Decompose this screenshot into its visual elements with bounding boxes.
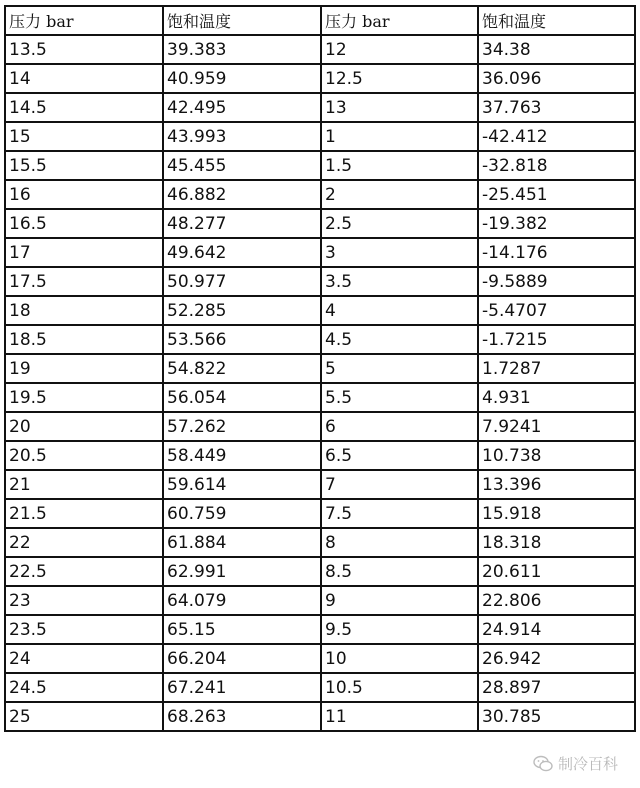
cell-saturation-temp-1: 64.079	[163, 586, 321, 615]
table-row	[5, 180, 635, 209]
watermark-text: 制冷百科	[557, 755, 618, 773]
table-row	[5, 499, 635, 528]
header-saturation-temp-1: 饱和温度	[163, 6, 321, 35]
cell-pressure-1: 18	[5, 296, 163, 325]
table-row	[5, 412, 635, 441]
cell-saturation-temp-2: -19.382	[478, 209, 635, 238]
table-row	[5, 441, 635, 470]
cell-saturation-temp-2: -25.451	[478, 180, 635, 209]
cell-saturation-temp-1: 49.642	[163, 238, 321, 267]
cell-saturation-temp-1: 50.977	[163, 267, 321, 296]
cell-pressure-2: 2	[321, 180, 478, 209]
cell-saturation-temp-1: 46.882	[163, 180, 321, 209]
cell-saturation-temp-1: 40.959	[163, 64, 321, 93]
table-row	[5, 238, 635, 267]
cell-saturation-temp-1: 59.614	[163, 470, 321, 499]
cell-saturation-temp-1: 39.383	[163, 35, 321, 64]
cell-pressure-1: 17	[5, 238, 163, 267]
cell-saturation-temp-2: 13.396	[478, 470, 635, 499]
cell-saturation-temp-1: 53.566	[163, 325, 321, 354]
cell-saturation-temp-2: 26.942	[478, 644, 635, 673]
table-row	[5, 673, 635, 702]
cell-pressure-2: 12	[321, 35, 478, 64]
cell-pressure-2: 9.5	[321, 615, 478, 644]
cell-saturation-temp-2: 4.931	[478, 383, 635, 412]
cell-pressure-1: 23	[5, 586, 163, 615]
table-row	[5, 557, 635, 586]
cell-saturation-temp-2: -42.412	[478, 122, 635, 151]
cell-pressure-2: 8	[321, 528, 478, 557]
cell-saturation-temp-2: 36.096	[478, 64, 635, 93]
cell-saturation-temp-1: 58.449	[163, 441, 321, 470]
cell-pressure-1: 24.5	[5, 673, 163, 702]
cell-pressure-1: 16	[5, 180, 163, 209]
cell-saturation-temp-2: 18.318	[478, 528, 635, 557]
cell-saturation-temp-1: 56.054	[163, 383, 321, 412]
cell-pressure-2: 11	[321, 702, 478, 731]
cell-saturation-temp-1: 48.277	[163, 209, 321, 238]
cell-pressure-2: 6	[321, 412, 478, 441]
cell-pressure-2: 3.5	[321, 267, 478, 296]
table-row	[5, 615, 635, 644]
cell-pressure-2: 10.5	[321, 673, 478, 702]
cell-saturation-temp-1: 61.884	[163, 528, 321, 557]
table-row	[5, 122, 635, 151]
cell-saturation-temp-2: -14.176	[478, 238, 635, 267]
cell-pressure-1: 19	[5, 354, 163, 383]
cell-saturation-temp-2: 28.897	[478, 673, 635, 702]
cell-saturation-temp-2: 22.806	[478, 586, 635, 615]
cell-pressure-1: 15	[5, 122, 163, 151]
cell-pressure-2: 8.5	[321, 557, 478, 586]
cell-saturation-temp-1: 66.204	[163, 644, 321, 673]
cell-pressure-2: 7	[321, 470, 478, 499]
cell-saturation-temp-2: 30.785	[478, 702, 635, 731]
table-row	[5, 296, 635, 325]
cell-pressure-2: 6.5	[321, 441, 478, 470]
cell-pressure-1: 22.5	[5, 557, 163, 586]
cell-saturation-temp-1: 52.285	[163, 296, 321, 325]
cell-saturation-temp-2: -5.4707	[478, 296, 635, 325]
table-row	[5, 470, 635, 499]
cell-pressure-2: 7.5	[321, 499, 478, 528]
cell-pressure-1: 21	[5, 470, 163, 499]
cell-saturation-temp-1: 45.455	[163, 151, 321, 180]
cell-pressure-1: 21.5	[5, 499, 163, 528]
cell-pressure-1: 25	[5, 702, 163, 731]
wechat-icon	[533, 755, 553, 773]
table-row	[5, 151, 635, 180]
cell-pressure-1: 20	[5, 412, 163, 441]
cell-pressure-2: 2.5	[321, 209, 478, 238]
cell-pressure-1: 16.5	[5, 209, 163, 238]
cell-saturation-temp-2: 1.7287	[478, 354, 635, 383]
cell-pressure-1: 23.5	[5, 615, 163, 644]
cell-saturation-temp-1: 42.495	[163, 93, 321, 122]
cell-pressure-2: 4	[321, 296, 478, 325]
pressure-temperature-table	[4, 5, 636, 732]
cell-pressure-1: 20.5	[5, 441, 163, 470]
cell-saturation-temp-2: 20.611	[478, 557, 635, 586]
cell-pressure-2: 9	[321, 586, 478, 615]
cell-saturation-temp-2: 37.763	[478, 93, 635, 122]
cell-saturation-temp-2: 34.38	[478, 35, 635, 64]
table-row	[5, 586, 635, 615]
cell-saturation-temp-1: 65.15	[163, 615, 321, 644]
header-pressure-2: 压力 bar	[321, 6, 478, 35]
cell-pressure-2: 1	[321, 122, 478, 151]
cell-pressure-2: 4.5	[321, 325, 478, 354]
cell-pressure-2: 10	[321, 644, 478, 673]
cell-pressure-2: 12.5	[321, 64, 478, 93]
cell-saturation-temp-1: 60.759	[163, 499, 321, 528]
cell-pressure-1: 17.5	[5, 267, 163, 296]
watermark	[533, 753, 618, 774]
cell-saturation-temp-2: -9.5889	[478, 267, 635, 296]
table-row	[5, 267, 635, 296]
table-row	[5, 644, 635, 673]
cell-saturation-temp-2: 7.9241	[478, 412, 635, 441]
cell-pressure-1: 18.5	[5, 325, 163, 354]
cell-pressure-2: 13	[321, 93, 478, 122]
cell-pressure-2: 5	[321, 354, 478, 383]
cell-pressure-2: 1.5	[321, 151, 478, 180]
cell-pressure-2: 5.5	[321, 383, 478, 412]
cell-pressure-2: 3	[321, 238, 478, 267]
cell-pressure-1: 15.5	[5, 151, 163, 180]
cell-pressure-1: 14	[5, 64, 163, 93]
cell-saturation-temp-1: 62.991	[163, 557, 321, 586]
cell-pressure-1: 13.5	[5, 35, 163, 64]
table-row	[5, 209, 635, 238]
cell-saturation-temp-2: -32.818	[478, 151, 635, 180]
table-row	[5, 93, 635, 122]
cell-saturation-temp-1: 54.822	[163, 354, 321, 383]
header-pressure-1: 压力 bar	[5, 6, 163, 35]
cell-saturation-temp-2: 24.914	[478, 615, 635, 644]
cell-saturation-temp-1: 43.993	[163, 122, 321, 151]
table-row	[5, 354, 635, 383]
header-row	[5, 6, 635, 35]
cell-pressure-1: 14.5	[5, 93, 163, 122]
cell-pressure-1: 19.5	[5, 383, 163, 412]
table-body	[5, 6, 635, 731]
table-row	[5, 64, 635, 93]
cell-saturation-temp-2: 15.918	[478, 499, 635, 528]
cell-saturation-temp-2: -1.7215	[478, 325, 635, 354]
table-row	[5, 702, 635, 731]
table-row	[5, 325, 635, 354]
cell-pressure-1: 24	[5, 644, 163, 673]
table-row	[5, 528, 635, 557]
cell-saturation-temp-2: 10.738	[478, 441, 635, 470]
cell-saturation-temp-1: 57.262	[163, 412, 321, 441]
table-row	[5, 35, 635, 64]
cell-saturation-temp-1: 68.263	[163, 702, 321, 731]
header-saturation-temp-2: 饱和温度	[478, 6, 635, 35]
table-row	[5, 383, 635, 412]
cell-pressure-1: 22	[5, 528, 163, 557]
cell-saturation-temp-1: 67.241	[163, 673, 321, 702]
